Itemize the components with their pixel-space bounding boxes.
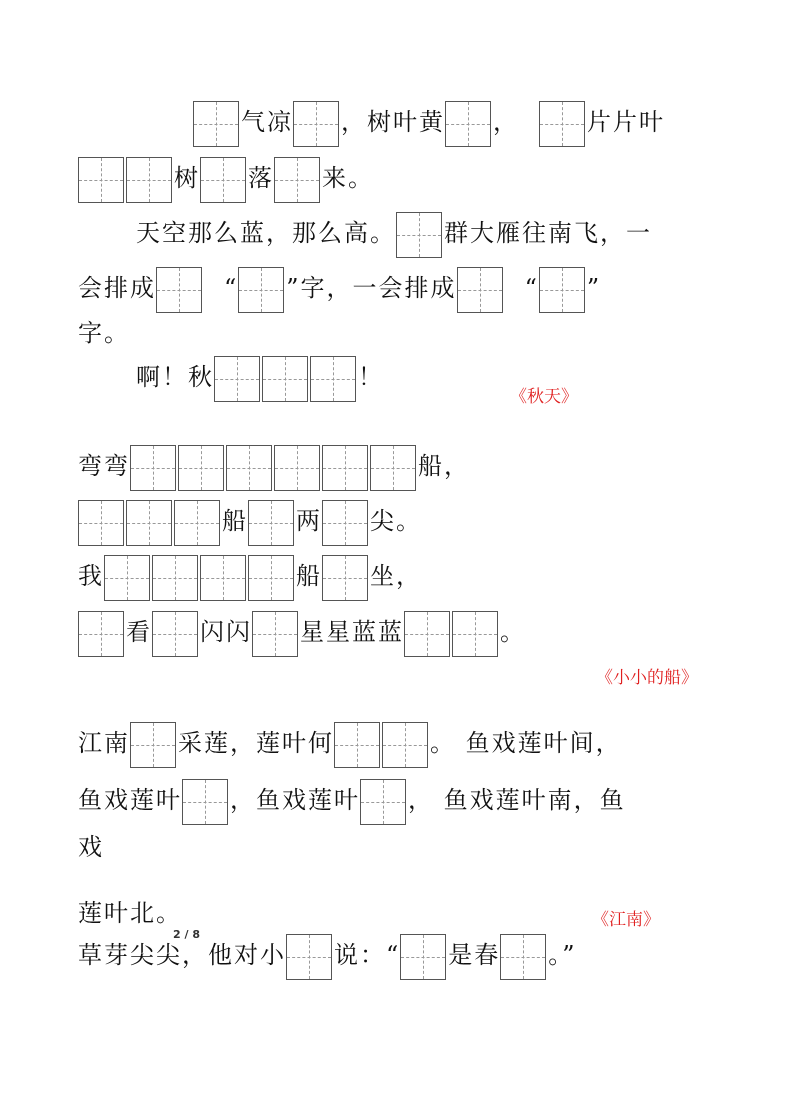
poem1-line6 — [136, 352, 384, 402]
blank-box[interactable] — [226, 445, 272, 491]
text-segment: ，鱼戏莲叶 — [230, 786, 360, 814]
poem1-line4 — [78, 263, 601, 313]
poem3-line1 — [78, 718, 622, 768]
text-segment: 落 — [248, 164, 274, 192]
blank-box[interactable] — [152, 555, 198, 601]
text-segment: “ — [224, 274, 239, 302]
blank-box[interactable] — [126, 500, 172, 546]
text-segment: 字。 — [78, 319, 130, 347]
blank-box[interactable] — [174, 500, 220, 546]
blank-box[interactable] — [382, 722, 428, 768]
poem4-line1 — [78, 930, 577, 980]
text-segment: 星星蓝蓝 — [300, 618, 404, 646]
blank-box[interactable] — [334, 722, 380, 768]
blank-box[interactable] — [293, 101, 339, 147]
poem1-line3 — [136, 208, 652, 258]
blank-box[interactable] — [452, 611, 498, 657]
blank-box[interactable] — [182, 779, 228, 825]
poem3-line2 — [78, 775, 626, 825]
text-segment: 。 — [500, 618, 526, 646]
text-segment: 船， — [418, 452, 470, 480]
text-segment: ” — [586, 274, 602, 302]
poem1-line2 — [78, 153, 374, 203]
text-segment: 莲叶北。 — [78, 899, 182, 927]
text-segment: 船 — [296, 562, 322, 590]
text-segment: 尖。 — [370, 507, 422, 535]
text-segment: ，树叶黄 — [341, 108, 445, 136]
text-segment: ！ — [358, 363, 384, 391]
poem1-source: 《秋天》 — [510, 387, 578, 407]
text-segment: 采莲，莲叶何 — [178, 729, 334, 757]
blank-box[interactable] — [248, 500, 294, 546]
blank-box[interactable] — [322, 555, 368, 601]
blank-box[interactable] — [178, 445, 224, 491]
blank-box[interactable] — [370, 445, 416, 491]
text-segment: 啊！秋 — [136, 363, 214, 391]
poem2-source: 《小小的船》 — [596, 668, 698, 688]
blank-box[interactable] — [252, 611, 298, 657]
text-segment: 我 — [78, 562, 104, 590]
text-segment: ， — [493, 108, 519, 136]
blank-box[interactable] — [130, 722, 176, 768]
blank-box[interactable] — [445, 101, 491, 147]
text-segment: 鱼戏莲叶 — [78, 786, 182, 814]
blank-box[interactable] — [539, 267, 585, 313]
page-number: 2 / 8 — [173, 928, 200, 941]
blank-box[interactable] — [274, 157, 320, 203]
text-segment: 群大雁往南飞，一 — [444, 219, 652, 247]
blank-box[interactable] — [404, 611, 450, 657]
blank-box[interactable] — [156, 267, 202, 313]
text-segment: 两 — [296, 507, 322, 535]
text-segment: ， 鱼戏莲叶南，鱼 — [408, 786, 626, 814]
blank-box[interactable] — [78, 500, 124, 546]
blank-box[interactable] — [500, 934, 546, 980]
blank-box[interactable] — [360, 779, 406, 825]
text-segment: 草芽尖尖，他对小 — [78, 941, 286, 969]
poem2-line4 — [78, 607, 526, 657]
text-segment: 坐， — [370, 562, 422, 590]
text-segment: 天空那么蓝，那么高。 — [136, 219, 396, 247]
poem2-line1 — [78, 441, 470, 491]
poem2-line2 — [78, 496, 422, 546]
blank-box[interactable] — [262, 356, 308, 402]
blank-box[interactable] — [200, 157, 246, 203]
text-segment: ”字，一会排成 — [286, 274, 457, 302]
blank-box[interactable] — [152, 611, 198, 657]
text-segment: 。 鱼戏莲叶间， — [430, 729, 622, 757]
text-segment: 弯弯 — [78, 452, 130, 480]
text-segment: 气凉 — [241, 108, 293, 136]
text-segment: 说：“ — [334, 941, 401, 969]
text-segment: 是春 — [448, 941, 501, 969]
text-segment: 来。 — [322, 164, 374, 192]
text-segment: “ — [524, 274, 539, 302]
blank-box[interactable] — [457, 267, 503, 313]
text-segment: 闪闪 — [200, 618, 252, 646]
poem1-line1 — [193, 97, 665, 147]
poem1-line5 — [78, 308, 130, 358]
text-segment: 江南 — [78, 729, 130, 757]
poem3-source: 《江南》 — [592, 910, 660, 930]
text-segment: 片片叶 — [587, 108, 665, 136]
blank-box[interactable] — [193, 101, 239, 147]
blank-box[interactable] — [310, 356, 356, 402]
blank-box[interactable] — [286, 934, 332, 980]
text-segment: 戏 — [78, 833, 104, 861]
text-segment: 船 — [222, 507, 248, 535]
blank-box[interactable] — [322, 445, 368, 491]
blank-box[interactable] — [130, 445, 176, 491]
text-segment: 。” — [548, 941, 577, 969]
text-segment: 树 — [174, 164, 200, 192]
blank-box[interactable] — [104, 555, 150, 601]
blank-box[interactable] — [78, 157, 124, 203]
blank-box[interactable] — [78, 611, 124, 657]
blank-box[interactable] — [248, 555, 294, 601]
poem2-line3 — [78, 551, 422, 601]
blank-box[interactable] — [214, 356, 260, 402]
blank-box[interactable] — [322, 500, 368, 546]
text-segment: 看 — [126, 618, 152, 646]
blank-box[interactable] — [396, 212, 442, 258]
blank-box[interactable] — [400, 934, 446, 980]
blank-box[interactable] — [274, 445, 320, 491]
blank-box[interactable] — [539, 101, 585, 147]
text-segment: 会排成 — [78, 274, 156, 302]
blank-box[interactable] — [238, 267, 284, 313]
blank-box[interactable] — [200, 555, 246, 601]
blank-box[interactable] — [126, 157, 172, 203]
poem3-line3 — [78, 822, 104, 872]
